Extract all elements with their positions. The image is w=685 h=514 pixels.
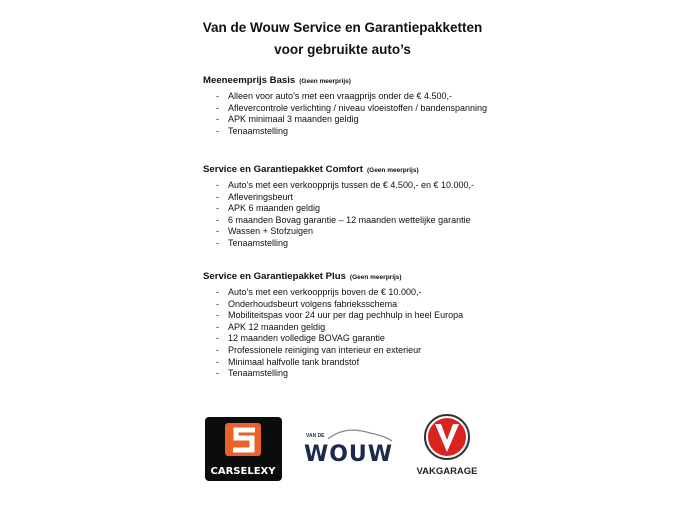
dash-bullet: - (216, 214, 219, 225)
dash-bullet: - (216, 344, 219, 355)
dash-bullet: - (216, 226, 219, 237)
list-item (216, 238, 474, 250)
list-item-text: Professionele reiniging van interieur en exterieur (228, 344, 422, 355)
list-item-text: Tenaamstelling (228, 237, 289, 248)
svg-text:CARSELEXY: CARSELEXY (210, 466, 276, 477)
svg-text:VAKGARAGE: VAKGARAGE (416, 466, 478, 477)
list-item-text: 12 maanden volledige BOVAG garantie (228, 333, 385, 344)
dash-bullet: - (216, 114, 219, 125)
heading-text: Service en Garantiepakket Plus (203, 271, 346, 282)
list-item-text: APK 12 maanden geldig (228, 321, 326, 332)
list-item (216, 357, 463, 369)
dash-bullet: - (216, 310, 219, 321)
list-item-text: APK minimaal 3 maanden geldig (228, 114, 359, 125)
list-item (216, 91, 487, 103)
title-line-2: voor gebruikte auto’s (274, 42, 411, 57)
dash-bullet: - (216, 91, 219, 101)
list-item (216, 192, 474, 204)
list-item (216, 180, 474, 192)
heading-text: Meeneemprijs Basis (203, 75, 296, 86)
list-item-text: Tenaamstelling (228, 368, 289, 379)
list-item (216, 226, 474, 238)
section-heading (203, 164, 419, 175)
list-item-text: Aflevercontrole verlichting / niveau vloeistoffen / bandenspanning (228, 102, 488, 113)
svg-text:VAN DE: VAN DE (306, 433, 325, 439)
list-item (216, 310, 463, 322)
list-item-text: Wassen + Stofzuigen (228, 226, 313, 237)
list-item-text: 6 maanden Bovag garantie – 12 maanden wettelijke garantie (228, 214, 471, 225)
svg-text:WOUW: WOUW (304, 442, 392, 467)
dash-bullet: - (216, 298, 219, 309)
heading-text: Service en Garantiepakket Comfort (203, 164, 363, 175)
dash-bullet: - (216, 102, 219, 113)
dash-bullet: - (216, 203, 219, 214)
title-line-1: Van de Wouw Service en Garantiepakketten (202, 20, 483, 35)
list-item-text: Auto’s met een verkoopprijs tussen de € 4.500,- en € 10.000,- (228, 180, 474, 190)
list-item (216, 203, 474, 215)
dash-bullet: - (216, 368, 219, 379)
list-item-text: Mobiliteitspas voor 24 uur per dag pechhulp in heel Europa (228, 310, 464, 321)
section-heading (203, 271, 402, 282)
list-item (216, 368, 463, 380)
section-list (216, 180, 474, 250)
list-item (216, 299, 463, 311)
list-item (216, 215, 474, 227)
list-item (216, 287, 463, 299)
dash-bullet: - (216, 191, 219, 202)
list-item (216, 114, 487, 126)
dash-bullet: - (216, 333, 219, 344)
list-item-text: Alleen voor auto’s met een vraagprijs onder de € 4.500,- (228, 91, 452, 101)
dash-bullet: - (216, 356, 219, 367)
list-item (216, 345, 463, 357)
section-list (216, 287, 463, 380)
section-list (216, 91, 487, 137)
section-heading (203, 75, 351, 86)
carselexy-logo (205, 417, 282, 481)
dash-bullet: - (216, 287, 219, 297)
list-item (216, 322, 463, 334)
heading-note: (Geen meerprijs) (349, 274, 402, 281)
list-item-text: Tenaamstelling (228, 125, 289, 136)
list-item-text: APK 6 maanden geldig (228, 203, 321, 214)
van-de-wouw-logo (300, 427, 396, 467)
heading-note: (Geen meerprijs) (366, 167, 419, 174)
list-item (216, 333, 463, 345)
list-item-text: Onderhoudsbeurt volgens fabrieksschema (228, 298, 398, 309)
dash-bullet: - (216, 125, 219, 136)
vakgarage-logo (412, 412, 482, 480)
list-item-text: Minimaal halfvolle tank brandstof (228, 356, 360, 367)
heading-note: (Geen meerprijs) (299, 78, 351, 85)
dash-bullet: - (216, 321, 219, 332)
dash-bullet: - (216, 180, 219, 190)
dash-bullet: - (216, 237, 219, 248)
list-item-text: Afleveringsbeurt (228, 191, 294, 202)
list-item (216, 126, 487, 138)
list-item-text: Auto’s met een verkoopprijs boven de € 10.000,- (228, 287, 422, 297)
list-item (216, 103, 487, 115)
